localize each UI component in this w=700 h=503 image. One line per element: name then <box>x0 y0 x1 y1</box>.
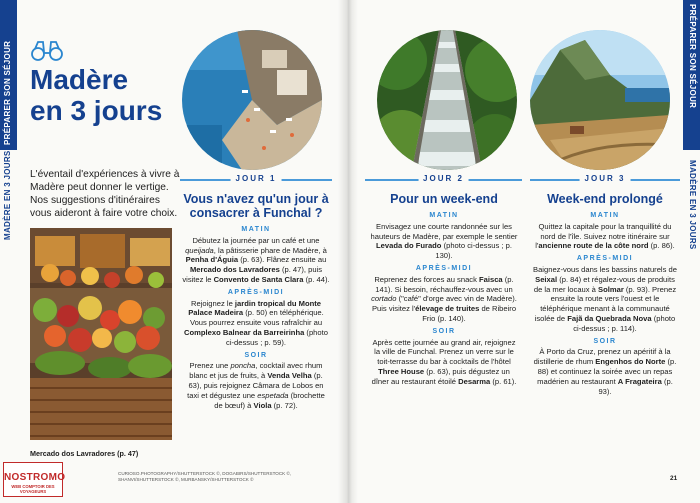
day-3-morning-label: MATIN <box>590 212 620 219</box>
fajan-photo <box>530 30 670 170</box>
day-3-morning-text <box>532 222 678 251</box>
italic-term: poncha <box>230 361 256 371</box>
day-3-column <box>532 192 678 396</box>
page-gutter <box>338 0 358 503</box>
chapter-tab-label: MADÈRE EN 3 JOURS <box>3 150 12 240</box>
page-title-line2: en 3 jours <box>30 95 163 126</box>
text-fragment: Envisagez une courte randonnée sur les hauteurs de Madère, par exemple le sentier <box>370 221 518 241</box>
place-name: Convento de Santa Clara <box>213 274 304 284</box>
text-fragment: (p. 93). Prenez ensuite la route vers l'ouest et le téléphérique menant à la communauté isolée de <box>534 284 677 323</box>
day-2-morning-text <box>370 222 518 261</box>
text-fragment: Reprenez des forces au snack <box>374 274 480 284</box>
text-fragment: (photo ci-dessus ; p. 114). <box>573 313 676 333</box>
text-fragment: Après cette journée au grand air, rejoignez la ville de Funchal. Prenez un verre sur le toit-terrasse du bar à cocktails de l'hôtel <box>372 337 516 367</box>
levada-photo <box>377 30 517 170</box>
text-fragment: (p. 84) et régalez-vous de produits de la mer locaux à <box>533 274 675 294</box>
day-2-evening-label: SOIR <box>432 327 456 335</box>
place-name: Penha d'Águia <box>185 255 239 265</box>
italic-term: queijada <box>185 245 214 255</box>
place-name: élevage de truites <box>415 304 480 314</box>
text-fragment: (p. 63), puis dégustez un dîner au restaurant étoilé <box>371 366 510 386</box>
place-name: Solmar <box>598 284 624 294</box>
day-2-title: Pour un week-end <box>390 192 498 206</box>
text-fragment: ("café" d'orge avec vin de Madère). Puis visitez l' <box>371 294 517 314</box>
place-name: A Fragateira <box>617 376 662 386</box>
text-fragment: (p. 88) et continuez la soirée avec un repas madérien au restaurant <box>537 357 677 386</box>
chapter-tab-label-right: MADÈRE EN 3 JOURS <box>688 160 697 250</box>
day-1-title: Vous n'avez qu'un jour à consacrer à Funchal ? <box>183 192 329 220</box>
place-name: jardin tropical du Monte Palace Madeira <box>188 298 321 318</box>
text-fragment: Prenez une <box>189 361 231 371</box>
day-1-afternoon-text <box>182 299 330 348</box>
market-photo <box>30 228 172 440</box>
day-1-evening-text <box>182 361 330 410</box>
text-fragment: , cocktail avec rhum blanc et jus de fruits, à <box>189 361 323 381</box>
day-3-afternoon-text <box>532 265 678 334</box>
text-fragment: (p. 50) en téléphérique. Vous pourrez ensuite vous rafraîchir au <box>189 308 324 328</box>
place-name: Seixal <box>535 274 558 284</box>
place-name: ancienne route de la côte nord <box>538 241 649 251</box>
text-fragment: (p. 63), puis rejoignez Câmara de Lobos en taxi et dégustez une <box>187 371 324 400</box>
text-fragment: (p. 63). Flânez ensuite au <box>238 255 327 265</box>
day-1-morning-text <box>182 236 330 285</box>
page-number: 21 <box>670 475 678 482</box>
day-3-afternoon-label: APRÈS-MIDI <box>576 255 634 263</box>
day-2-morning-label: MATIN <box>429 212 459 219</box>
text-fragment: (p. 93). <box>598 376 673 396</box>
place-name: Venda Velha <box>267 371 312 381</box>
text-fragment: (photo ci-dessus ; p. 59). <box>226 327 328 347</box>
day-1-morning-label: MATIN <box>241 226 271 233</box>
place-name: Mercado dos Lavradores <box>189 265 280 275</box>
text-fragment: Rejoignez le <box>191 298 235 308</box>
binoculars-icon <box>30 40 64 62</box>
day-1-header <box>180 174 332 186</box>
text-fragment: (p. 141). Si besoin, réchauffez-vous avec un <box>375 274 514 294</box>
text-fragment: , la pâtisserie phare de Madère, à <box>213 245 327 255</box>
text-fragment: (p. 44). <box>303 274 330 284</box>
place-name: Viola <box>253 400 272 410</box>
left-side-tab <box>0 0 17 503</box>
italic-term: espetada <box>257 390 289 400</box>
place-name: Three House <box>378 366 425 376</box>
day-1-afternoon-label: APRÈS-MIDI <box>227 288 285 296</box>
text-fragment: Débutez la journée par un café et une <box>192 235 320 245</box>
place-name: Desarma <box>458 376 491 386</box>
stamp-tagline: WEB COMPTOIR DES VOYAGEURS <box>11 484 55 494</box>
day-3-evening-text <box>532 347 678 396</box>
day-3-header <box>530 174 680 186</box>
text-fragment: (p. 86). <box>648 241 675 251</box>
text-fragment: À Porto da Cruz, prenez un apéritif à la distillerie de rhum <box>533 347 671 367</box>
place-name: Engenhos do Norte <box>595 357 666 367</box>
day-1-label: JOUR 1 <box>231 174 282 183</box>
day-3-title: Week-end prolongé <box>547 192 663 206</box>
day-2-evening-text <box>370 338 518 387</box>
day-2-label: JOUR 2 <box>418 174 469 183</box>
market-photo-caption: Mercado dos Lavradores (p. 47) <box>30 449 139 458</box>
text-fragment: de Ribeiro Frio (p. 140). <box>422 304 517 323</box>
text-fragment: (brochette de bœuf) à <box>214 390 325 410</box>
day-3-label: JOUR 3 <box>580 174 631 183</box>
place-name: Faisca <box>479 274 503 284</box>
text-fragment: Baignez-vous dans les bassins naturels de <box>533 264 677 274</box>
page-title <box>30 64 180 126</box>
place-name: Fajã da Quebrada Nova <box>567 313 652 323</box>
barreirinha-photo <box>182 30 322 170</box>
section-tab-label: PRÉPARER SON SÉJOUR <box>3 40 12 145</box>
nostromo-stamp <box>3 462 66 497</box>
place-name: Complexo Balnear da Barreirinha <box>184 327 305 337</box>
text-fragment: (p. 47), puis visitez le <box>182 265 323 284</box>
stamp-name: NOSTROMO <box>4 472 66 483</box>
day-2-afternoon-label: APRÈS-MIDI <box>415 264 473 272</box>
day-1-evening-label: SOIR <box>244 351 268 359</box>
text-fragment: (p. 72). <box>271 400 298 410</box>
photo-credits: CURIOSO.PHOTOGRAPHY/SHUTTERSTOCK ©, DOGABIRS/SHUTTERSTOCK ©, SHANVI/SHUTTERSTOCK ©, MURBANSKY/SHUTTERSTOCK © <box>118 471 292 482</box>
text-fragment: (photo ci-dessus ; p. 130). <box>435 241 512 261</box>
right-side-tab <box>683 0 700 503</box>
day-2-column <box>370 192 518 387</box>
text-fragment: Quittez la capitale pour la tranquillité du nord de l'île. Suivez notre itinéraire sur l' <box>535 221 672 251</box>
page-title-line1: Madère <box>30 64 129 95</box>
italic-term: cortado <box>371 294 397 304</box>
day-2-header <box>365 174 522 186</box>
day-2-afternoon-text <box>370 275 518 324</box>
day-1-column <box>182 192 330 410</box>
place-name: Levada do Furado <box>376 241 442 251</box>
text-fragment: (p. 61). <box>490 376 517 386</box>
intro-text: L'éventail d'expériences à vivre à Madère peut donner le vertige. Nos suggestions d'itinéraires vous aideront à faire votre choix. <box>30 169 180 219</box>
section-tab-label-right: PRÉPARER SON SÉJOUR <box>688 4 697 109</box>
day-3-evening-label: SOIR <box>593 337 617 345</box>
